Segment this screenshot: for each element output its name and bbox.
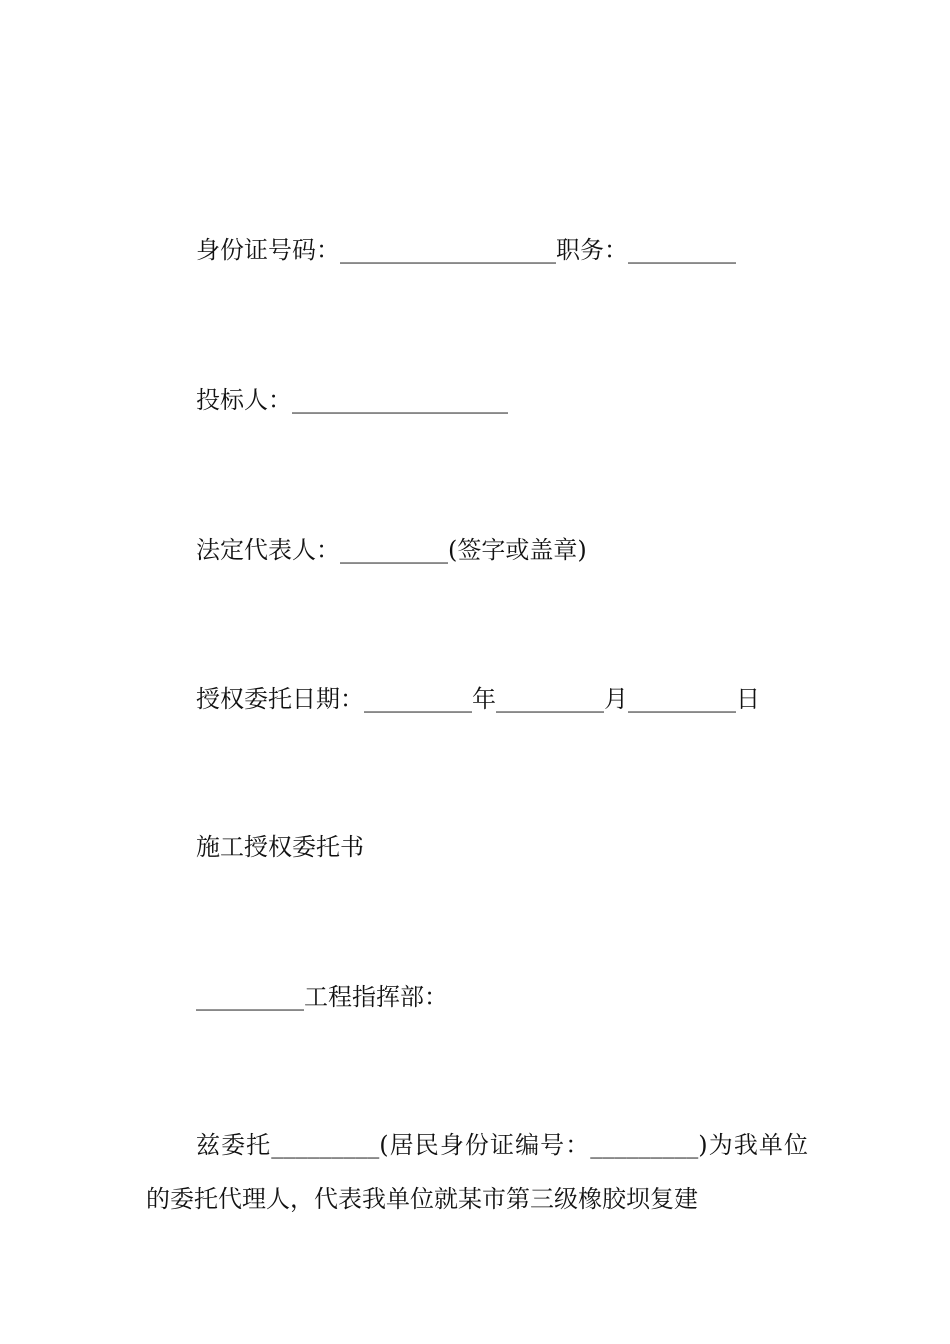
addressee-line: _________工程指挥部：	[196, 983, 448, 1011]
document-title: 施工授权委托书	[196, 833, 364, 861]
legal-representative-line: 法定代表人：_________(签字或盖章)	[196, 536, 587, 564]
id-number-duty-line: 身份证号码：__________________职务：_________	[196, 236, 736, 264]
body-paragraph: 兹委托_________(居民身份证编号：_________)为我单位的委托代理人，代表我单位就某市第三级橡胶坝复建	[146, 1131, 808, 1213]
bidder-line: 投标人：__________________	[196, 386, 508, 414]
authorization-date-line: 授权委托日期：_________年_________月_________日	[196, 685, 760, 713]
